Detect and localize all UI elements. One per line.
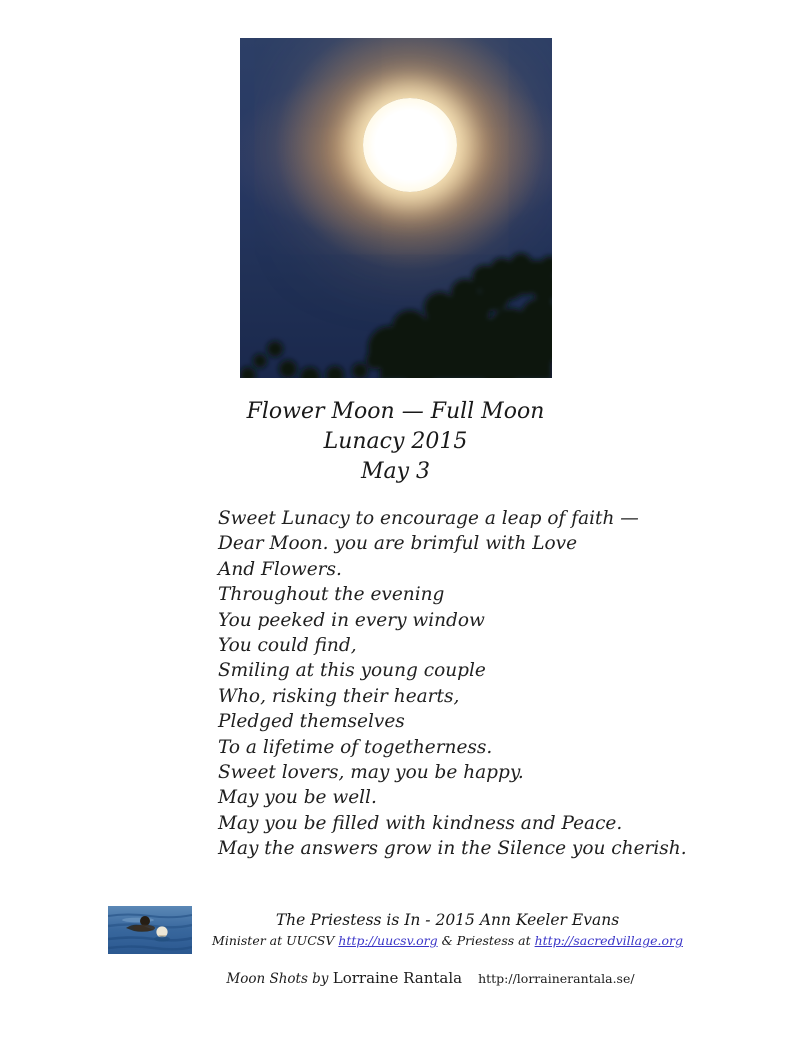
- poem-line: May you be filled with kindness and Peace.: [218, 812, 623, 834]
- poem-subtitle: Lunacy 2015: [323, 429, 468, 454]
- poem-line: May the answers grow in the Silence you cherish.: [218, 838, 687, 860]
- moon-photo: [240, 38, 552, 378]
- ministry-credit: [212, 932, 683, 949]
- credit-text-column: [212, 910, 683, 949]
- poem-line: Smiling at this young couple: [218, 660, 486, 682]
- photographer-url: http://lorrainerantala.se/: [478, 970, 635, 986]
- poem-title: Flower Moon — Full Moon: [246, 399, 545, 424]
- swimmers-photo: [108, 906, 192, 954]
- poem-line: Sweet Lunacy to encourage a leap of faith —: [218, 508, 639, 529]
- sacredvillage-link[interactable]: http://sacredvillage.org: [534, 933, 683, 949]
- poem-line: Dear Moon. you are brimful with Love: [218, 533, 578, 555]
- footer-credits: [0, 906, 791, 954]
- poem-line: Sweet lovers, may you be happy.: [218, 762, 524, 784]
- poem-line: You peeked in every window: [218, 609, 485, 631]
- minister-prefix-text: Minister at UUCSV: [212, 933, 339, 949]
- photographer-credit: [0, 969, 791, 988]
- poem-line: You could find,: [218, 635, 357, 657]
- priestess-infix-text: & Priestess at: [437, 933, 535, 949]
- poem-line: Who, risking their hearts,: [218, 685, 460, 707]
- moonshots-prefix-text: Moon Shots by: [226, 970, 333, 987]
- title-block: [0, 397, 791, 487]
- tree-silhouette: [240, 38, 552, 378]
- poem-line: May you be well.: [218, 787, 377, 809]
- poem-line: Throughout the evening: [218, 584, 445, 606]
- poem-line: To a lifetime of togetherness.: [218, 736, 493, 758]
- photographer-name: Lorraine Rantala: [332, 968, 463, 987]
- poem-line: Pledged themselves: [218, 711, 405, 733]
- poem-body: [218, 506, 791, 862]
- poem-date: May 3: [360, 459, 431, 484]
- uucsv-link[interactable]: http://uucsv.org: [338, 933, 438, 949]
- poem-line: And Flowers.: [218, 558, 342, 580]
- priestess-credit: The Priestess is In - 2015 Ann Keeler Evans: [275, 911, 620, 930]
